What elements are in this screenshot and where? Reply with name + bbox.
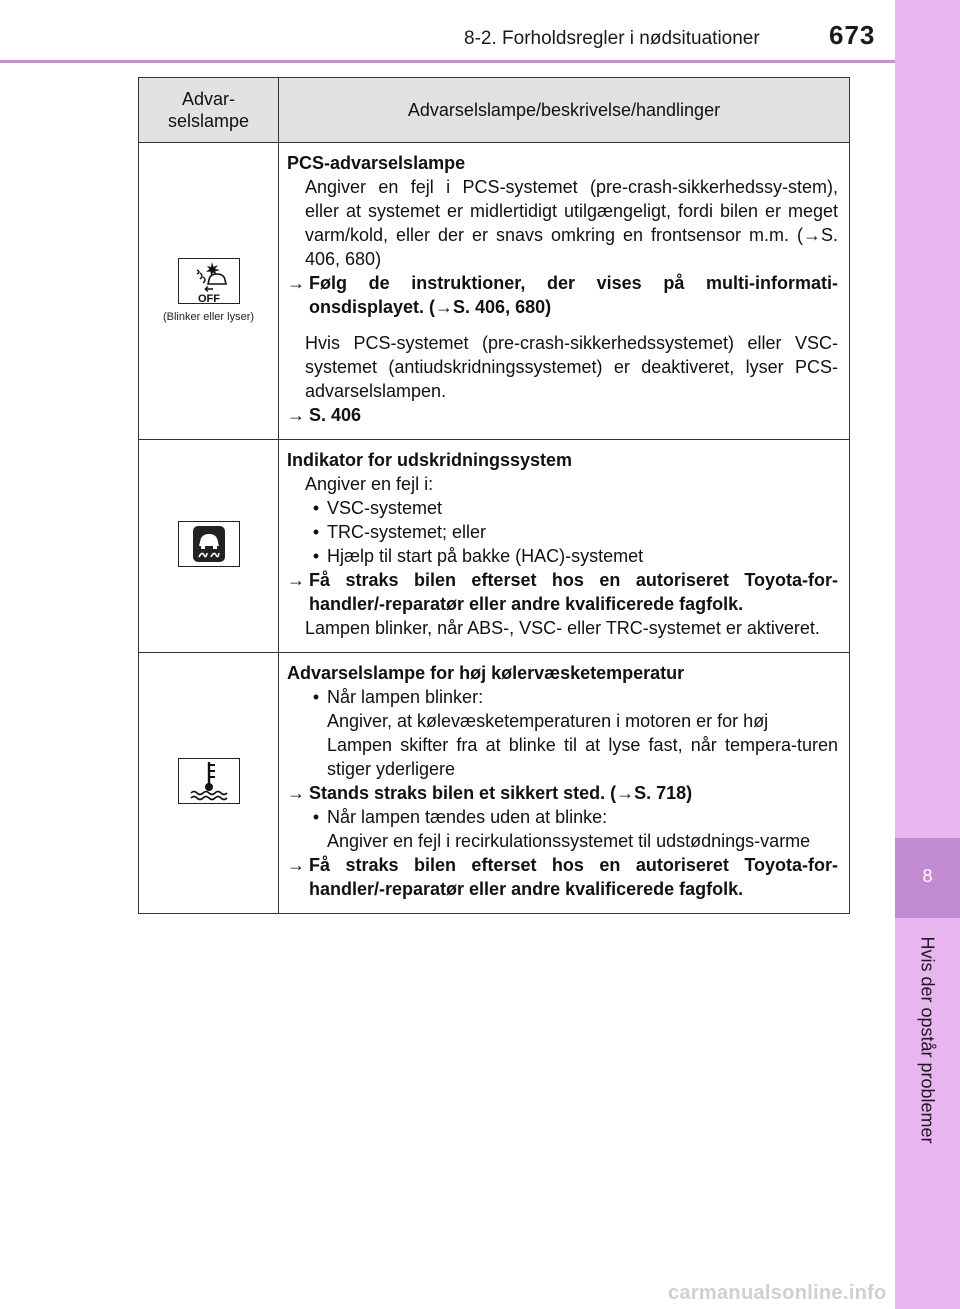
action-text: Få straks bilen efterset hos en autoriseret Toyota-for-handler/-reparatør eller andre kvalificerede fagfolk. xyxy=(309,570,838,614)
row-title: PCS-advarselslampe xyxy=(287,153,466,173)
icon-cell xyxy=(139,653,279,914)
col-header-description: Advarselslampe/beskrivelse/handlinger xyxy=(279,78,850,143)
row-note: Lampen blinker, når ABS-, VSC- eller TRC-systemet er aktiveret. xyxy=(305,618,820,638)
chapter-number: 8 xyxy=(922,866,933,886)
watermark: carmanualsonline.info xyxy=(668,1282,887,1304)
description-cell xyxy=(279,653,850,914)
section-title: 8-2. Forholdsregler i nødsituationer xyxy=(464,28,760,49)
list-item-text: Hjælp til start på bakke (HAC)-systemet xyxy=(327,546,644,566)
col-header-line-2: selslampe xyxy=(167,111,250,131)
icon-cell xyxy=(139,143,279,440)
action-text: Stands straks bilen et sikkert sted. (→S. 718) xyxy=(309,783,693,803)
sub-item: Angiver, at kølevæsketemperaturen i motoren er for høj xyxy=(327,711,769,731)
arrow-icon: → xyxy=(287,855,305,875)
sub-item: Angiver en fejl i recirkulationssystemet til udstødnings-varme xyxy=(327,831,811,851)
list-item xyxy=(287,805,838,829)
icon-cell xyxy=(139,440,279,653)
description-cell xyxy=(279,440,850,653)
list-item xyxy=(287,544,838,568)
list-item-text: Når lampen blinker: xyxy=(327,687,484,707)
bullet-icon: • xyxy=(312,522,320,542)
icon-off-label: OFF xyxy=(197,293,220,303)
list-item xyxy=(287,496,838,520)
row-title: Advarselslampe for høj kølervæsketemperatur xyxy=(287,663,685,683)
table-row xyxy=(139,440,850,653)
chapter-title: Hvis der opstår problemer xyxy=(917,936,938,1144)
row-action-2 xyxy=(287,403,838,427)
slip-indicator-icon xyxy=(178,521,240,567)
icon-note: (Blinker eller lyser) xyxy=(162,311,255,323)
row-description-2: Hvis PCS-systemet (pre-crash-sikkerhedssystemet) eller VSC-systemet (antiudskridningssystemet) er deaktiveret, lyser PCS-advarselslampen. xyxy=(305,333,838,401)
coolant-temperature-icon xyxy=(178,758,240,804)
description-cell xyxy=(279,143,850,440)
col-header-line-1: Advar- xyxy=(181,89,235,109)
chapter-number-box xyxy=(895,838,960,918)
warning-lights-table xyxy=(138,77,850,914)
table-row xyxy=(139,653,850,914)
bullet-icon: • xyxy=(312,546,320,566)
bullet-icon: • xyxy=(312,687,320,707)
row-action xyxy=(287,271,838,319)
list-item-text: Når lampen tændes uden at blinke: xyxy=(327,807,608,827)
bullet-icon: • xyxy=(312,807,320,827)
col-header-warning-lamp xyxy=(139,78,279,143)
row-action xyxy=(287,568,838,616)
arrow-icon: → xyxy=(287,570,305,590)
pcs-off-warning-icon xyxy=(178,258,240,304)
sub-item: Lampen skifter fra at blinke til at lyse fast, når tempera-turen stiger yderligere xyxy=(327,735,838,779)
row-action-2 xyxy=(287,853,838,901)
action-text: Følg de instruktioner, der vises på multi-informati-onsdisplayet. (→S. 406, 680) xyxy=(309,273,838,317)
list-item-text: VSC-systemet xyxy=(327,498,443,518)
row-description: Angiver en fejl i PCS-systemet (pre-crash-sikkerhedssy-stem), eller at systemet er midlertidigt utilgængeligt, fordi bilen er meget varm/kold, eller der er snavs omkring en frontsensor m.m. (→S. 406, 680) xyxy=(305,177,838,269)
action-text: Få straks bilen efterset hos en autoriseret Toyota-for-handler/-reparatør eller andre kvalificerede fagfolk. xyxy=(309,855,838,899)
arrow-icon: → xyxy=(287,405,305,425)
arrow-icon: → xyxy=(287,783,305,803)
action-text: S. 406 xyxy=(309,405,362,425)
list-item xyxy=(287,685,838,709)
arrow-icon: → xyxy=(287,273,305,293)
page-number: 673 xyxy=(829,20,876,50)
table-row xyxy=(139,143,850,440)
list-item-text: TRC-systemet; eller xyxy=(327,522,487,542)
row-description: Angiver en fejl i: xyxy=(305,474,434,494)
table-header-row xyxy=(139,78,850,143)
header-rule xyxy=(0,60,895,63)
row-title: Indikator for udskridningssystem xyxy=(287,450,573,470)
list-item xyxy=(287,520,838,544)
row-action xyxy=(287,781,838,805)
bullet-icon: • xyxy=(312,498,320,518)
